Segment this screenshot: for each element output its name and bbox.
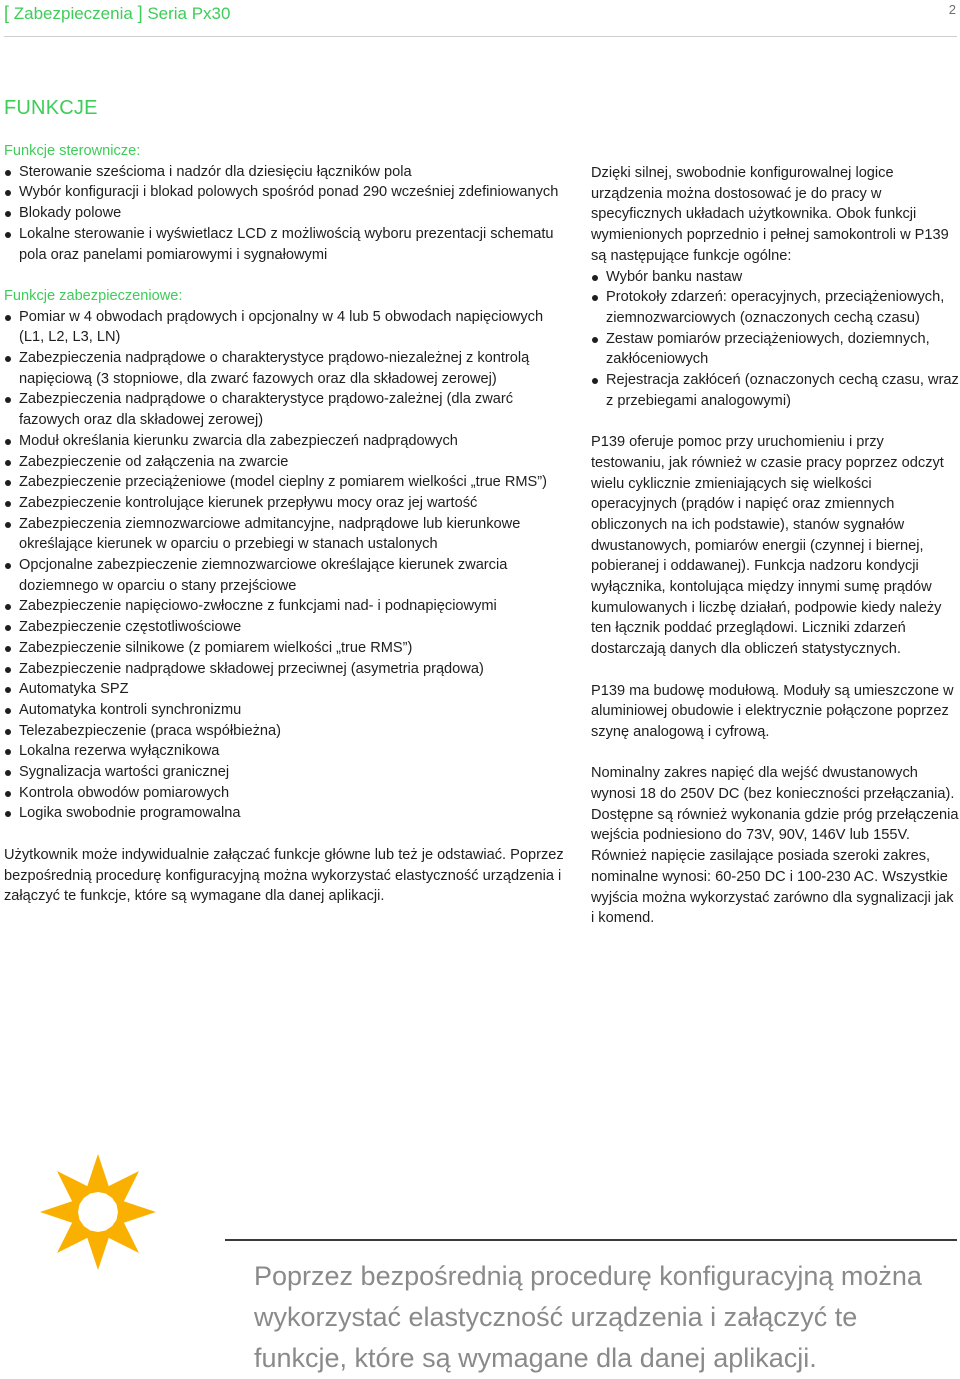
list-item: Zabezpieczenia nadprądowe o charakterystyce prądowo-niezależnej z kontrolą napięciową (3 stopniowe, dla zwarć fazowych oraz dla składowej zerowej) [4,348,569,389]
header-divider [4,36,957,37]
page-header [0,0,960,32]
list-item: Zabezpieczenie częstotliwościowe [4,617,569,638]
list-item: Zestaw pomiarów przeciążeniowych, doziemnych, zakłóceniowych [591,329,959,370]
header-title [4,3,230,24]
left-column [4,141,569,907]
list-item: Lokalne sterowanie i wyświetlacz LCD z możliwością wyboru prezentacji schematu pola oraz panelami pomiarowymi i sygnałowymi [4,224,569,265]
list-item: Kontrola obwodów pomiarowych [4,783,569,804]
intro-paragraph: Dzięki silnej, swobodnie konfigurowalnej logice urządzenia można dostosować je do pracy w specyficznych układach użytkownika. Obok funkcji wymienionych poprzednio i pełnej samokontroli w P139 są następujące funkcje ogólne: [591,165,949,264]
sun-icon [38,1152,158,1272]
control-functions-list [4,162,569,266]
list-item: Protokoły zdarzeń: operacyjnych, przeciążeniowych, ziemnozwarciowych (oznaczonych cechą czasu) [591,287,959,328]
voltage-paragraph: Nominalny zakres napięć dla wejść dwustanowych wynosi 18 do 250V DC (bez konieczności przełączania). Dostępne są również wykonania gdzie próg przełączenia wejścia podniesiono do 73V, 90V, 146V lub 155V. Również napięcie zasilające posiada szeroki zakres, nominalne wynosi: 60-250 DC i 100-230 AC. Wszystkie wyjścia można wykorzystać zarówno dla sygnalizacji jak i komend. [591,765,959,927]
list-item: Moduł określania kierunku zwarcia dla zabezpieczeń nadprądowych [4,431,569,452]
list-item: Zabezpieczenie od załączenia na zwarcie [4,452,569,473]
right-column [591,163,959,929]
list-item: Zabezpieczenie kontrolujące kierunek przepływu mocy oraz jej wartość [4,493,569,514]
header-product: Seria Px30 [147,4,231,23]
commissioning-paragraph: P139 oferuje pomoc przy uruchomieniu i przy testowaniu, jak również w czasie pracy poprzez odczyt wielu cyklicznie zmieniających się wielkości operacyjnych (prądów i napięć oraz zmiennych obliczonych na ich podstawie), stanów sygnałów dwustanowych, pomiarów energii (czynnej i biernej, pobieranej i oddawanej). Funkcja nadzoru kondycji wyłącznika, kontolująca między innymi sumę prądów kumulowanych i liczbę działań, podpowie kiedy należy ten łącznik poddać przeglądowi. Liczniki zdarzeń dostarczają danych dla obliczeń statystycznych. [591,434,944,658]
closing-paragraph: Użytkownik może indywidualnie załączać funkcje główne lub też je odstawiać. Poprzez bezpośrednią procedurę konfiguracyjną można wykorzystać elastyczność urządzenia i załączyć te funkcje, które są wymagane dla danej aplikacji. [4,846,564,905]
general-functions-list [591,267,959,412]
section-heading: FUNKCJE [4,97,98,119]
list-item: Logika swobodnie programowalna [4,803,569,824]
list-item: Zabezpieczenie nadprądowe składowej przeciwnej (asymetria prądowa) [4,659,569,680]
list-item: Rejestracja zakłóceń (oznaczonych cechą czasu, wraz z przebiegami analogowymi) [591,370,959,411]
list-item: Automatyka kontroli synchronizmu [4,700,569,721]
list-item: Sterowanie sześcioma i nadzór dla dziesięciu łączników pola [4,162,569,183]
list-item: Wybór konfiguracji i blokad polowych spośród ponad 290 wcześniej zdefiniowanych [4,182,569,203]
list-item: Zabezpieczenie silnikowe (z pomiarem wielkości „true RMS”) [4,638,569,659]
list-item: Telezabezpieczenie (praca współbieżna) [4,721,569,742]
list-item: Automatyka SPZ [4,679,569,700]
list-item: Wybór banku nastaw [591,267,959,288]
quote-divider [225,1239,957,1241]
list-item: Zabezpieczenia ziemnozwarciowe admitancyjne, nadprądowe lub kierunkowe określające kierunek w oparciu o przebiegi w stanach ustalonych [4,514,569,555]
list-item: Lokalna rezerwa wyłącznikowa [4,741,569,762]
protection-functions-list [4,307,569,825]
protection-functions-title: Funkcje zabezpieczeniowe: [4,287,183,304]
list-item: Pomiar w 4 obwodach prądowych i opcjonalny w 4 lub 5 obwodach napięciowych (L1, L2, L3, LN) [4,307,569,348]
bracket-close: ] [137,3,143,23]
bracket-open: [ [4,3,10,23]
header-section: Zabezpieczenia [13,4,133,23]
list-item: Sygnalizacja wartości granicznej [4,762,569,783]
modular-paragraph: P139 ma budowę modułową. Moduły są umieszczone w aluminiowej obudowie i elektrycznie połączone poprzez szynę analogową i cyfrową. [591,682,954,740]
pull-quote: Poprzez bezpośrednią procedurę konfiguracyjną można wykorzystać elastyczność urządzenia i załączyć te funkcje, które są wymagane dla danej aplikacji. [254,1261,922,1373]
list-item: Zabezpieczenie przeciążeniowe (model cieplny z pomiarem wielkości „true RMS”) [4,472,569,493]
list-item: Zabezpieczenia nadprądowe o charakterystyce prądowo-zależnej (dla zwarć fazowych oraz dla składowej zerowej) [4,389,569,430]
list-item: Opcjonalne zabezpieczenie ziemnozwarciowe określające kierunek zwarcia doziemnego w oparciu o stany przejściowe [4,555,569,596]
control-functions-title: Funkcje sterownicze: [4,143,141,159]
page-number: 2 [948,2,956,17]
list-item: Zabezpieczenie napięciowo-zwłoczne z funkcjami nad- i podnapięciowymi [4,596,569,617]
list-item: Blokady polowe [4,203,569,224]
